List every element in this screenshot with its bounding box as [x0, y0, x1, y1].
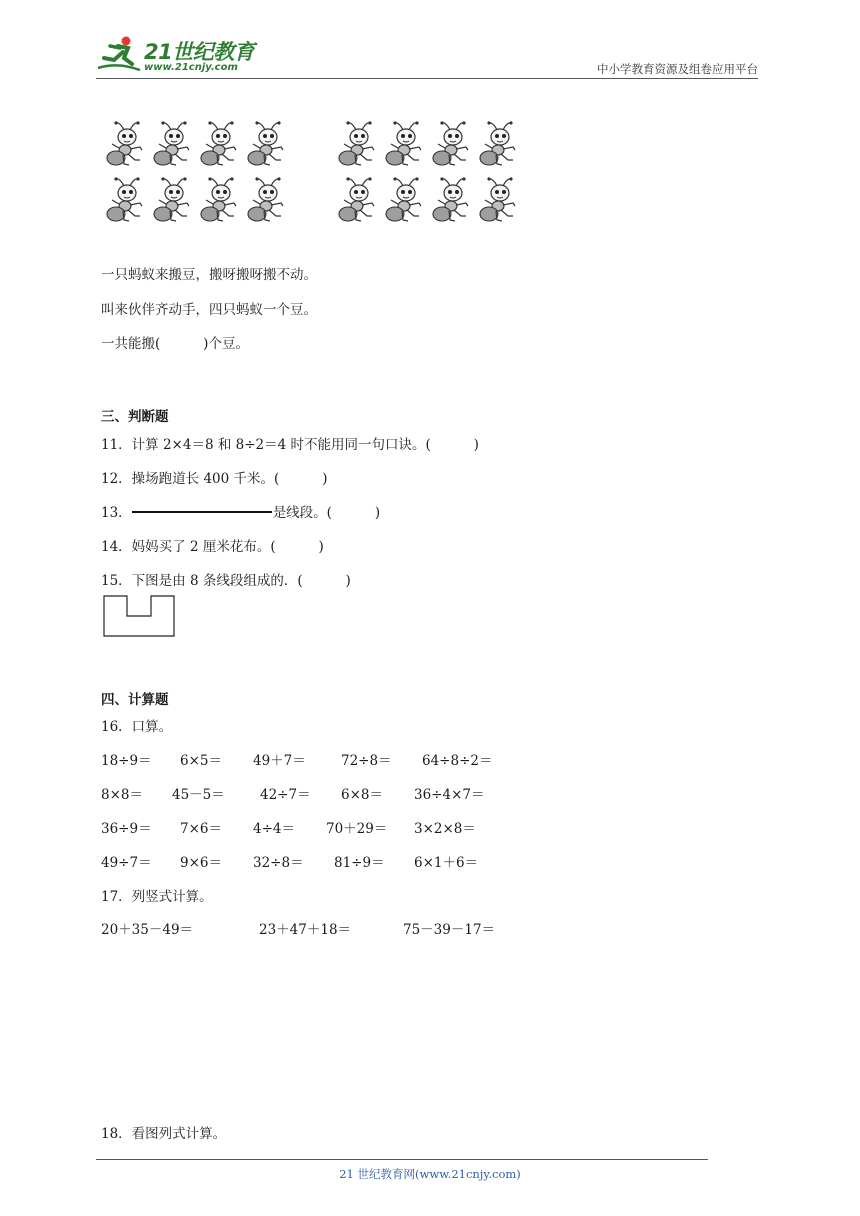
question-17: 17．列竖式计算。 [101, 889, 213, 905]
ant-icon [477, 176, 521, 224]
oral-row-4 [101, 851, 701, 869]
ant-icon [151, 176, 195, 224]
oral-item: 3×2×8＝ [414, 821, 476, 837]
oral-item: 49÷7＝ [101, 855, 152, 871]
vertical-item: 23＋47＋18＝ [259, 922, 352, 938]
oral-item: 6×5＝ [180, 753, 222, 769]
logo [96, 34, 266, 78]
vertical-item: 75－39－17＝ [403, 922, 496, 938]
ant-icon [245, 120, 289, 168]
ant-icon [198, 120, 242, 168]
ant-icon [477, 120, 521, 168]
poem-line-3: 一共能搬( )个豆。 [101, 336, 249, 352]
oral-item: 72÷8＝ [341, 753, 392, 769]
ant-icon [245, 176, 289, 224]
oral-row-3 [101, 817, 701, 835]
oral-row-2 [101, 783, 701, 801]
oral-item: 70＋29＝ [326, 821, 388, 837]
logo-url: www.21cnjy.com [144, 62, 238, 73]
header-divider [96, 78, 758, 79]
ant-icon [104, 120, 148, 168]
ant-icon [430, 120, 474, 168]
question-13-prefix: 13． [101, 505, 132, 521]
oral-item: 32÷8＝ [253, 855, 304, 871]
vertical-calc-row [101, 918, 701, 936]
oral-item: 18÷9＝ [101, 753, 152, 769]
poem-line-1: 一只蚂蚁来搬豆，搬呀搬呀搬不动。 [101, 267, 317, 283]
oral-item: 49＋7＝ [253, 753, 306, 769]
ant-icon [151, 120, 195, 168]
oral-item: 9×6＝ [180, 855, 222, 871]
oral-item: 45－5＝ [172, 787, 225, 803]
oral-item: 36÷9＝ [101, 821, 152, 837]
oral-item: 64÷8÷2＝ [422, 753, 493, 769]
oral-item: 7×6＝ [180, 821, 222, 837]
section-3-title: 三、判断题 [101, 409, 169, 425]
poem-line-2: 叫来伙伴齐动手，四只蚂蚁一个豆。 [101, 302, 317, 318]
ant-icon [430, 176, 474, 224]
ant-icon [383, 176, 427, 224]
oral-item: 8×8＝ [101, 787, 143, 803]
ant-icon [336, 176, 380, 224]
ant-icon [336, 120, 380, 168]
question-14: 14．妈妈买了 2 厘米花布。( ) [101, 539, 324, 555]
notched-shape-figure [103, 594, 175, 638]
vertical-item: 20＋35－49＝ [101, 922, 194, 938]
question-13 [101, 501, 380, 521]
header-platform-text: 中小学教育资源及组卷应用平台 [597, 62, 758, 76]
page-header [96, 34, 758, 78]
question-13-suffix: 是线段。( ) [272, 505, 381, 521]
footer-text: 21 世纪教育网(www.21cnjy.com) [339, 1167, 521, 1181]
oral-item: 4÷4＝ [253, 821, 295, 837]
question-16: 16．口算。 [101, 719, 173, 735]
logo-text: 21世纪教育 [144, 40, 255, 64]
runner-logo-icon [96, 34, 142, 76]
oral-item: 81÷9＝ [334, 855, 385, 871]
oral-item: 36÷4×7＝ [414, 787, 485, 803]
oral-item: 42÷7＝ [260, 787, 311, 803]
oral-item: 6×8＝ [341, 787, 383, 803]
ant-icon [104, 176, 148, 224]
ant-icon [383, 120, 427, 168]
question-12: 12．操场跑道长 400 千米。( ) [101, 471, 328, 487]
question-11: 11．计算 2×4＝8 和 8÷2＝4 时不能用同一句口诀。( ) [101, 437, 479, 453]
question-18: 18．看图列式计算。 [101, 1126, 227, 1142]
question-15: 15．下图是由 8 条线段组成的．( ) [101, 573, 351, 589]
oral-row-1 [101, 749, 701, 767]
line-segment-figure [132, 511, 272, 513]
footer-divider [96, 1159, 708, 1160]
ant-icon [198, 176, 242, 224]
oral-item: 6×1＋6＝ [414, 855, 479, 871]
section-4-title: 四、计算题 [101, 692, 169, 708]
